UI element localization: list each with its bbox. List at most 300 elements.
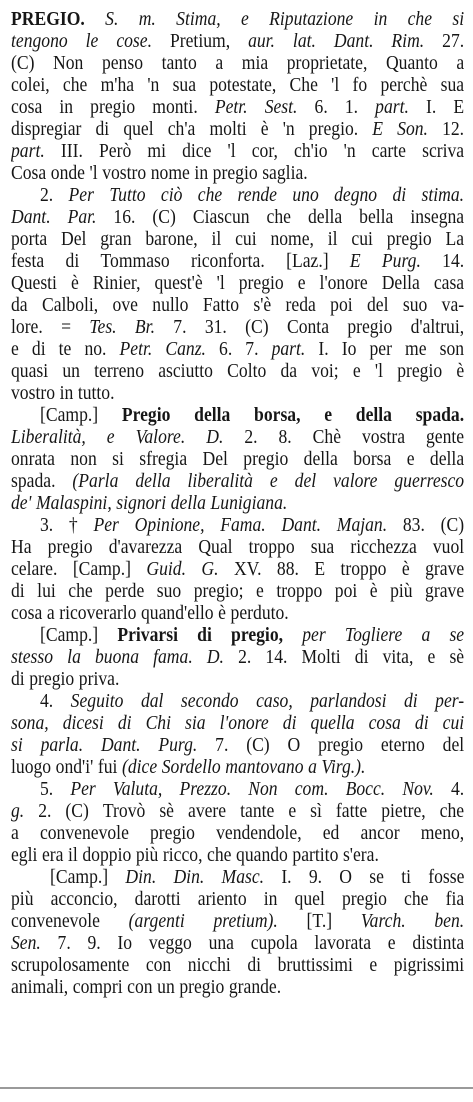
word: di xyxy=(247,954,262,976)
word: Malaspini, xyxy=(35,492,112,514)
text-line xyxy=(11,448,464,470)
word: aur. xyxy=(248,30,275,52)
word: ove xyxy=(112,294,138,316)
word: Par. xyxy=(67,206,97,228)
word: che xyxy=(68,580,93,602)
word: si xyxy=(452,8,465,30)
word: pregio xyxy=(212,162,258,184)
word: cosa xyxy=(368,712,401,734)
word: pregio xyxy=(150,822,195,844)
word: ricchezza xyxy=(350,536,417,558)
word: sua xyxy=(440,74,465,96)
word: della xyxy=(429,448,465,470)
word: di xyxy=(354,646,369,668)
word: 'n xyxy=(343,140,356,162)
word: 12. xyxy=(442,118,465,140)
word: Liberalità, xyxy=(11,426,86,448)
word: da xyxy=(11,294,28,316)
text-line xyxy=(11,30,464,52)
word: † xyxy=(68,514,78,536)
word: più xyxy=(135,844,159,866)
word: priva. xyxy=(78,668,120,690)
word: 7. xyxy=(57,932,71,954)
word: è xyxy=(401,558,410,580)
word: è xyxy=(70,272,79,294)
word: XV. xyxy=(233,558,262,580)
word: più xyxy=(11,888,34,910)
word: Nov. xyxy=(402,778,434,800)
word: cupola xyxy=(250,932,298,954)
word: I. xyxy=(426,96,437,118)
word: e xyxy=(406,448,415,470)
word: [Camp.] xyxy=(72,558,131,580)
word: Virg.). xyxy=(321,756,366,778)
word: dice xyxy=(182,140,212,162)
word: pregio. xyxy=(308,118,359,140)
word: da xyxy=(280,360,298,382)
text-line xyxy=(11,580,464,602)
word: un xyxy=(157,976,175,998)
word: e xyxy=(288,800,297,822)
word: Fatto xyxy=(202,294,240,316)
word: dicesi xyxy=(62,712,104,734)
word: pregio xyxy=(90,96,136,118)
word: porta xyxy=(11,228,48,250)
word: vita, xyxy=(382,646,414,668)
word: Pretium, xyxy=(169,30,231,52)
word: Per xyxy=(93,514,119,536)
word: fama. xyxy=(153,646,193,668)
word: carte xyxy=(371,140,406,162)
word: a xyxy=(11,822,19,844)
text-line xyxy=(40,624,464,646)
word: perde xyxy=(105,580,145,602)
word: di xyxy=(117,712,132,734)
word: Tes. xyxy=(89,316,117,338)
word: ariento xyxy=(197,888,247,910)
word: 14. xyxy=(265,646,288,668)
word: con xyxy=(145,954,172,976)
word: acconcio, xyxy=(50,888,118,910)
word: riconforta. xyxy=(190,250,265,272)
word: è xyxy=(260,118,269,140)
word: Privarsi xyxy=(117,624,178,646)
word: vendendole, xyxy=(216,822,302,844)
word: troppo xyxy=(276,580,323,602)
word: a xyxy=(46,602,55,624)
word: terreno xyxy=(94,360,145,382)
text-line xyxy=(11,888,464,910)
word: O xyxy=(287,734,301,756)
word: un xyxy=(62,360,80,382)
word: e xyxy=(352,360,361,382)
word: pigrissimi xyxy=(393,954,465,976)
word: valore xyxy=(333,470,378,492)
word: a xyxy=(421,624,431,646)
word: d'altrui, xyxy=(410,316,465,338)
word: le xyxy=(85,30,99,52)
word: e xyxy=(324,404,333,426)
word: a xyxy=(215,52,224,74)
word: dispregiar xyxy=(11,118,82,140)
word: reda xyxy=(285,294,316,316)
word: Purg. xyxy=(381,250,421,272)
word: sì xyxy=(310,800,322,822)
word: se xyxy=(449,624,465,646)
word: pregio xyxy=(243,448,289,470)
word: pregio, xyxy=(231,624,284,646)
word: Sordello xyxy=(161,756,221,778)
word: della xyxy=(170,492,206,514)
word: Purg. xyxy=(158,734,198,756)
word: [Camp.] xyxy=(40,404,99,426)
word: cosa xyxy=(11,96,43,118)
word: stima. xyxy=(421,184,465,206)
word: ricoverarlo xyxy=(59,602,137,624)
word: si xyxy=(11,734,23,756)
word: (C) xyxy=(11,52,35,74)
text-line xyxy=(11,800,464,822)
word: spada. xyxy=(415,404,465,426)
word: Per xyxy=(70,778,96,800)
word: che xyxy=(266,206,291,228)
word: è xyxy=(218,602,226,624)
word: pregio xyxy=(347,316,393,338)
word: egli xyxy=(11,844,38,866)
word: 5. xyxy=(40,778,54,800)
word: Seguito xyxy=(70,690,124,712)
word: gente xyxy=(425,426,465,448)
word: nome xyxy=(150,162,190,184)
word: PREGIO. xyxy=(11,8,85,30)
word: onde xyxy=(50,162,85,184)
word: Br. xyxy=(134,316,155,338)
word: saglia. xyxy=(262,162,308,184)
word: Dant. xyxy=(281,514,322,536)
word: quand'ello xyxy=(141,602,214,624)
word: part. xyxy=(271,338,306,360)
word: quel xyxy=(294,888,325,910)
text-line xyxy=(11,206,464,228)
word: grande. xyxy=(228,976,282,998)
text-line xyxy=(40,404,464,426)
word: liberalità xyxy=(187,470,253,492)
word: Dant. xyxy=(100,734,141,756)
word: 7. xyxy=(173,316,187,338)
word: [Laz.] xyxy=(286,250,329,272)
word: secondo xyxy=(180,690,239,712)
word: s'era. xyxy=(342,844,379,866)
word: darotti xyxy=(134,888,181,910)
word: Che xyxy=(289,74,318,96)
text-line xyxy=(11,426,464,448)
word: Valore. xyxy=(135,426,186,448)
word: scriva xyxy=(422,140,465,162)
text-line xyxy=(11,910,464,932)
word: di xyxy=(392,184,407,206)
word: Sen. xyxy=(11,932,41,954)
word: La xyxy=(445,228,465,250)
word: E xyxy=(314,558,326,580)
word: cose. xyxy=(116,30,153,52)
text-line xyxy=(11,250,464,272)
word: [Camp.] xyxy=(40,624,99,646)
word: 83. xyxy=(402,514,425,536)
word: 'l xyxy=(331,74,340,96)
word: cui xyxy=(442,712,465,734)
text-line xyxy=(11,74,464,96)
word: tengono xyxy=(11,30,68,52)
word: se xyxy=(369,866,384,888)
word: 6. xyxy=(219,338,233,360)
word: Chi xyxy=(145,712,172,734)
word: non xyxy=(70,448,97,470)
text-line xyxy=(11,976,464,998)
word: Din. xyxy=(173,866,205,888)
word: (C) xyxy=(65,800,89,822)
word: di xyxy=(414,712,429,734)
word: borsa xyxy=(353,448,392,470)
word: che xyxy=(207,844,232,866)
word: Conta xyxy=(286,316,330,338)
word: dal xyxy=(140,690,164,712)
word: una xyxy=(208,932,235,954)
word: che xyxy=(439,800,465,822)
word: [Camp.] xyxy=(50,866,109,888)
word: (argenti xyxy=(128,910,185,932)
word: di xyxy=(31,338,46,360)
word: Rim. xyxy=(391,30,425,52)
text-line xyxy=(11,844,464,866)
word: 8. xyxy=(278,426,292,448)
word: (C) xyxy=(152,206,176,228)
word: asciutto xyxy=(158,360,213,382)
word: per xyxy=(302,624,326,646)
word: Din. xyxy=(125,866,157,888)
word: signori xyxy=(116,492,167,514)
word: quasi xyxy=(11,360,49,382)
word: com. xyxy=(294,778,329,800)
word: a xyxy=(308,756,317,778)
word: più xyxy=(390,580,413,602)
word: m. xyxy=(138,8,156,30)
word: della xyxy=(355,404,392,426)
word: proprietate, xyxy=(286,52,368,74)
word: pietre, xyxy=(381,800,426,822)
text-line xyxy=(11,602,464,624)
word: convenevole xyxy=(39,822,129,844)
word: il xyxy=(68,844,78,866)
word: Io xyxy=(341,338,357,360)
word: sua xyxy=(172,74,197,96)
word: gran xyxy=(100,228,132,250)
word: Del xyxy=(60,228,87,250)
word: Chè xyxy=(312,426,342,448)
word: del xyxy=(442,734,465,756)
word: perchè xyxy=(380,74,428,96)
word: del xyxy=(294,470,317,492)
word: avere xyxy=(188,800,227,822)
word: di xyxy=(11,668,25,690)
word: pregio xyxy=(397,360,443,382)
word: d'avarezza xyxy=(108,536,183,558)
word: veggo xyxy=(148,932,192,954)
word: Del xyxy=(202,448,228,470)
word: sia xyxy=(185,712,206,734)
word: e xyxy=(369,954,378,976)
word: pregio xyxy=(179,976,225,998)
word: bruttissimi xyxy=(277,954,353,976)
word: vuol xyxy=(432,536,465,558)
word: sè xyxy=(159,800,174,822)
word: Togliere xyxy=(344,624,403,646)
word: mantovano xyxy=(225,756,304,778)
word: 2. xyxy=(238,646,252,668)
word: bella xyxy=(359,206,394,228)
word: te xyxy=(58,338,72,360)
word: è xyxy=(369,580,378,602)
word: di xyxy=(282,712,297,734)
text-line xyxy=(11,558,464,580)
word: 1. xyxy=(344,96,359,118)
word: parla. xyxy=(40,734,84,756)
word: fo xyxy=(352,74,368,96)
word: eterno xyxy=(380,734,425,756)
word: distinta xyxy=(412,932,465,954)
word: E xyxy=(349,250,361,272)
text-line xyxy=(40,778,464,800)
word: D. xyxy=(206,646,224,668)
word: e xyxy=(11,338,19,360)
text-line xyxy=(11,932,464,954)
word: caso, xyxy=(256,690,293,712)
word: Majan. xyxy=(336,514,388,536)
word: Petr. xyxy=(119,338,153,360)
word: meno, xyxy=(420,822,465,844)
word: 6. xyxy=(314,96,328,118)
word: tutto. xyxy=(77,382,115,404)
word: di xyxy=(95,118,110,140)
word: per xyxy=(369,338,392,360)
word: ond'i' xyxy=(55,756,94,778)
word: luogo xyxy=(11,756,52,778)
word: 14. xyxy=(442,250,465,272)
word: tante xyxy=(240,800,275,822)
word: il xyxy=(327,228,338,250)
word: G. xyxy=(201,558,219,580)
word: nome, xyxy=(270,228,314,250)
word: della xyxy=(135,470,171,492)
text-line xyxy=(11,360,464,382)
text-line xyxy=(11,228,464,250)
word: rende xyxy=(237,184,277,206)
word: 4. xyxy=(450,778,465,800)
word: lui xyxy=(37,580,56,602)
word: perduto. xyxy=(230,602,289,624)
word: 31. xyxy=(204,316,227,338)
word: E xyxy=(372,118,384,140)
word: Dant. xyxy=(11,206,51,228)
text-line xyxy=(40,184,464,206)
text-line xyxy=(11,8,464,30)
word: ch'a xyxy=(167,118,196,140)
word: troppo xyxy=(248,536,295,558)
word: ben. xyxy=(434,910,465,932)
word: Cosa xyxy=(11,162,47,184)
word: Non xyxy=(248,778,278,800)
word: penso xyxy=(101,52,144,74)
word: (C) xyxy=(246,734,270,756)
word: Lunigiana. xyxy=(210,492,288,514)
word: Trovò xyxy=(102,800,146,822)
word: cui xyxy=(351,228,373,250)
word: Ciascun xyxy=(192,206,250,228)
word: Colto xyxy=(227,360,267,382)
word: Bocc. xyxy=(345,778,386,800)
word: grave xyxy=(425,580,465,602)
word: Guid. xyxy=(146,558,186,580)
word: Petr. xyxy=(214,96,248,118)
text-line xyxy=(11,536,464,558)
word: Son. xyxy=(397,118,428,140)
word: Tutto xyxy=(109,184,146,206)
word: troppo xyxy=(340,558,387,580)
text-line xyxy=(11,822,464,844)
word: della xyxy=(307,206,343,228)
word: monti. xyxy=(152,96,198,118)
word: quest'è xyxy=(154,272,203,294)
word: pregio xyxy=(238,272,284,294)
word: (C) xyxy=(245,316,269,338)
text-line xyxy=(11,954,464,976)
text-line xyxy=(11,140,464,162)
word: Canz. xyxy=(165,338,206,360)
text-line xyxy=(11,272,464,294)
text-line xyxy=(11,756,464,778)
word: vostra xyxy=(361,426,406,448)
word: quel xyxy=(123,118,154,140)
word: Masc. xyxy=(221,866,265,888)
word: potestate, xyxy=(209,74,277,96)
word: Qual xyxy=(198,536,233,558)
word: cosa xyxy=(11,602,43,624)
word: pregio xyxy=(318,734,364,756)
word: Molti xyxy=(301,646,341,668)
word: Prezzo. xyxy=(179,778,232,800)
text-line xyxy=(11,162,464,184)
word: 'l xyxy=(216,272,225,294)
word: I. xyxy=(281,866,292,888)
word: 27. xyxy=(442,30,465,52)
word: pregio xyxy=(47,536,93,558)
word: son xyxy=(439,338,465,360)
word: 9. xyxy=(308,866,323,888)
text-line xyxy=(40,690,464,712)
word: 'l xyxy=(227,140,236,162)
word: sona, xyxy=(11,712,49,734)
word: spada. xyxy=(11,470,56,492)
word: poi xyxy=(330,294,353,316)
word: lat. xyxy=(292,30,316,52)
word: Pregio xyxy=(121,404,171,426)
word: in xyxy=(263,888,278,910)
word: Della xyxy=(381,272,420,294)
word: 'n xyxy=(147,74,160,96)
word: 3. xyxy=(40,514,54,536)
bottom-rule xyxy=(0,1087,473,1089)
word: vostro xyxy=(11,382,55,404)
word: Però xyxy=(98,140,132,162)
